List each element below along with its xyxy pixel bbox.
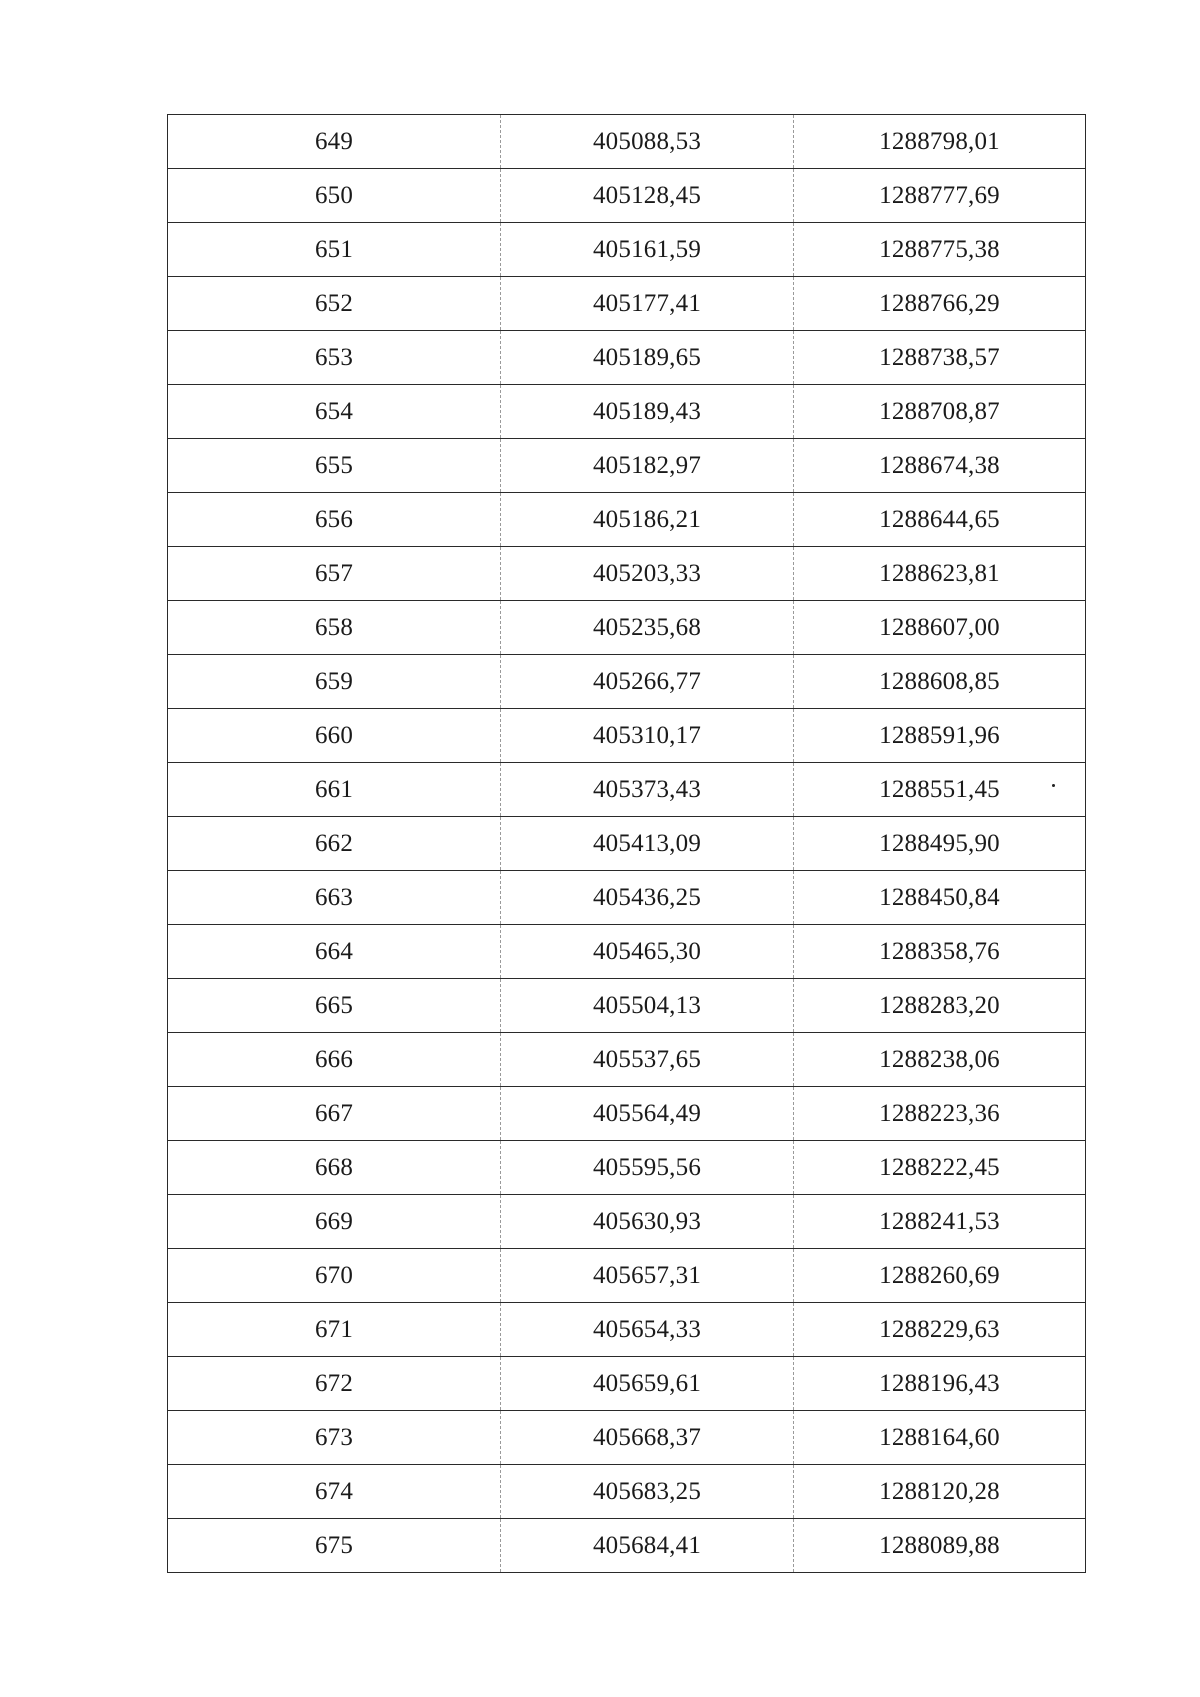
x-coordinate-cell: 405373,43 [501, 763, 794, 817]
x-coordinate-cell: 405668,37 [501, 1411, 794, 1465]
x-coordinate-cell: 405504,13 [501, 979, 794, 1033]
y-coordinate-cell: 1288607,00 [794, 601, 1086, 655]
table-row [168, 169, 1086, 223]
point-number-cell: 675 [168, 1519, 501, 1573]
table-row [168, 709, 1086, 763]
y-coordinate-cell: 1288238,06 [794, 1033, 1086, 1087]
x-coordinate-cell: 405413,09 [501, 817, 794, 871]
table-row [168, 1249, 1086, 1303]
y-coordinate-cell: 1288766,29 [794, 277, 1086, 331]
x-coordinate-cell: 405177,41 [501, 277, 794, 331]
y-coordinate-cell: 1288674,38 [794, 439, 1086, 493]
y-coordinate-cell: 1288229,63 [794, 1303, 1086, 1357]
y-coordinate-cell: 1288241,53 [794, 1195, 1086, 1249]
x-coordinate-cell: 405161,59 [501, 223, 794, 277]
coordinates-table [167, 114, 1086, 1573]
table-row [168, 1303, 1086, 1357]
table-row [168, 655, 1086, 709]
x-coordinate-cell: 405595,56 [501, 1141, 794, 1195]
point-number-cell: 673 [168, 1411, 501, 1465]
point-number-cell: 659 [168, 655, 501, 709]
table-row [168, 1087, 1086, 1141]
y-coordinate-cell: 1288644,65 [794, 493, 1086, 547]
y-coordinate-cell: 1288623,81 [794, 547, 1086, 601]
x-coordinate-cell: 405182,97 [501, 439, 794, 493]
table-row [168, 763, 1086, 817]
point-number-cell: 656 [168, 493, 501, 547]
x-coordinate-cell: 405684,41 [501, 1519, 794, 1573]
y-coordinate-cell: 1288283,20 [794, 979, 1086, 1033]
y-coordinate-cell: 1288495,90 [794, 817, 1086, 871]
scan-speck [1052, 784, 1055, 787]
table-row [168, 601, 1086, 655]
point-number-cell: 652 [168, 277, 501, 331]
y-coordinate-cell: 1288551,45 [794, 763, 1086, 817]
point-number-cell: 662 [168, 817, 501, 871]
point-number-cell: 653 [168, 331, 501, 385]
table-row [168, 115, 1086, 169]
point-number-cell: 665 [168, 979, 501, 1033]
y-coordinate-cell: 1288120,28 [794, 1465, 1086, 1519]
y-coordinate-cell: 1288358,76 [794, 925, 1086, 979]
point-number-cell: 674 [168, 1465, 501, 1519]
x-coordinate-cell: 405128,45 [501, 169, 794, 223]
y-coordinate-cell: 1288798,01 [794, 115, 1086, 169]
x-coordinate-cell: 405189,43 [501, 385, 794, 439]
point-number-cell: 663 [168, 871, 501, 925]
x-coordinate-cell: 405266,77 [501, 655, 794, 709]
table-row [168, 277, 1086, 331]
x-coordinate-cell: 405189,65 [501, 331, 794, 385]
y-coordinate-cell: 1288089,88 [794, 1519, 1086, 1573]
table-row [168, 223, 1086, 277]
x-coordinate-cell: 405310,17 [501, 709, 794, 763]
table-row [168, 1195, 1086, 1249]
table-row [168, 547, 1086, 601]
x-coordinate-cell: 405436,25 [501, 871, 794, 925]
table-row [168, 979, 1086, 1033]
x-coordinate-cell: 405186,21 [501, 493, 794, 547]
table-row [168, 1033, 1086, 1087]
y-coordinate-cell: 1288738,57 [794, 331, 1086, 385]
x-coordinate-cell: 405654,33 [501, 1303, 794, 1357]
y-coordinate-cell: 1288708,87 [794, 385, 1086, 439]
point-number-cell: 660 [168, 709, 501, 763]
point-number-cell: 657 [168, 547, 501, 601]
point-number-cell: 654 [168, 385, 501, 439]
table-row [168, 1465, 1086, 1519]
point-number-cell: 661 [168, 763, 501, 817]
coordinates-table-body [168, 115, 1086, 1573]
y-coordinate-cell: 1288775,38 [794, 223, 1086, 277]
x-coordinate-cell: 405564,49 [501, 1087, 794, 1141]
y-coordinate-cell: 1288260,69 [794, 1249, 1086, 1303]
point-number-cell: 664 [168, 925, 501, 979]
y-coordinate-cell: 1288777,69 [794, 169, 1086, 223]
table-row [168, 925, 1086, 979]
y-coordinate-cell: 1288196,43 [794, 1357, 1086, 1411]
table-row [168, 385, 1086, 439]
table-row [168, 871, 1086, 925]
point-number-cell: 669 [168, 1195, 501, 1249]
y-coordinate-cell: 1288223,36 [794, 1087, 1086, 1141]
point-number-cell: 667 [168, 1087, 501, 1141]
point-number-cell: 651 [168, 223, 501, 277]
point-number-cell: 650 [168, 169, 501, 223]
table-row [168, 439, 1086, 493]
x-coordinate-cell: 405630,93 [501, 1195, 794, 1249]
point-number-cell: 658 [168, 601, 501, 655]
x-coordinate-cell: 405683,25 [501, 1465, 794, 1519]
point-number-cell: 671 [168, 1303, 501, 1357]
table-row [168, 331, 1086, 385]
table-row [168, 1357, 1086, 1411]
y-coordinate-cell: 1288164,60 [794, 1411, 1086, 1465]
x-coordinate-cell: 405088,53 [501, 115, 794, 169]
point-number-cell: 666 [168, 1033, 501, 1087]
x-coordinate-cell: 405465,30 [501, 925, 794, 979]
point-number-cell: 672 [168, 1357, 501, 1411]
y-coordinate-cell: 1288608,85 [794, 655, 1086, 709]
x-coordinate-cell: 405657,31 [501, 1249, 794, 1303]
x-coordinate-cell: 405203,33 [501, 547, 794, 601]
y-coordinate-cell: 1288591,96 [794, 709, 1086, 763]
y-coordinate-cell: 1288222,45 [794, 1141, 1086, 1195]
x-coordinate-cell: 405235,68 [501, 601, 794, 655]
point-number-cell: 670 [168, 1249, 501, 1303]
point-number-cell: 668 [168, 1141, 501, 1195]
table-row [168, 493, 1086, 547]
table-row [168, 817, 1086, 871]
x-coordinate-cell: 405537,65 [501, 1033, 794, 1087]
point-number-cell: 649 [168, 115, 501, 169]
x-coordinate-cell: 405659,61 [501, 1357, 794, 1411]
y-coordinate-cell: 1288450,84 [794, 871, 1086, 925]
table-row [168, 1141, 1086, 1195]
table-row [168, 1519, 1086, 1573]
point-number-cell: 655 [168, 439, 501, 493]
table-row [168, 1411, 1086, 1465]
